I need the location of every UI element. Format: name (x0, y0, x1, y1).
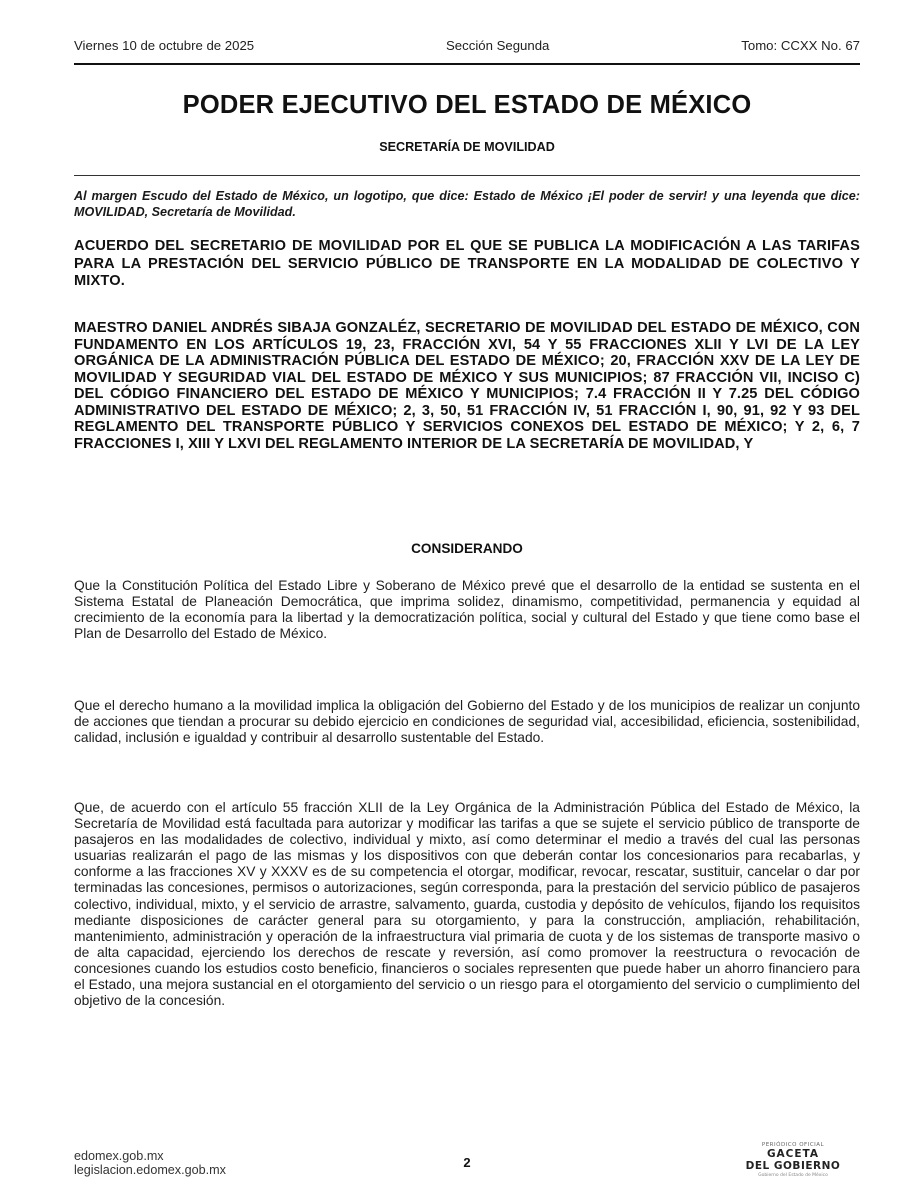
preamble-text: MAESTRO DANIEL ANDRÉS SIBAJA GONZALÉZ, SECRETARIO DE MOVILIDAD DEL ESTADO DE MÉXICO, CON FUNDAMENTO EN LOS ARTÍCULOS 19, 23, FRACCIÓN XVI, 54 Y 55 FRACCIONES XLII Y LVI DE LA LEY ORGÁNICA DE LA ADMINISTRACIÓN PÚBLICA DEL ESTADO DE MÉXICO; 20, FRACCIÓN XXV DE LA LEY DE MOVILIDAD Y SEGURIDAD VIAL DEL ESTADO DE MÉXICO Y SUS MUNICIPIOS; 87 FRACCIÓN VII, INCISO C) DEL CÓDIGO FINANCIERO DEL ESTADO DE MÉXICO Y MUNICIPIOS; 7.4 FRACCIÓN II Y 7.25 DEL CÓDIGO ADMINISTRATIVO DEL ESTADO DE MÉXICO; 2, 3, 50, 51 FRACCIÓN IV, 51 FRACCIÓN I, 90, 91, 92 Y 93 DEL REGLAMENTO DEL TRANSPORTE PÚBLICO Y SERVICIOS CONEXOS DEL ESTADO DE MÉXICO; Y 2, 6, 7 FRACCIONES I, XIII Y LXVI DEL REGLAMENTO INTERIOR DE LA SECRETARÍA DE MOVILIDAD, Y (74, 320, 860, 452)
considerando-paragraph: Que el derecho humano a la movilidad implica la obligación del Gobierno del Estado y de los municipios de realizar un conjunto de acciones que tiendan a procurar su debido ejercicio en condiciones de seguridad vial, accesibilidad, eficiencia, sostenibilidad, calidad, inclusión e igualdad y contribuir al desarrollo sustentable del Estado. (74, 698, 860, 746)
gazette-logo (738, 1142, 848, 1178)
header-divider (74, 63, 860, 65)
agreement-heading: ACUERDO DEL SECRETARIO DE MOVILIDAD POR EL QUE SE PUBLICA LA MODIFICACIÓN A LAS TARIFAS PARA LA PRESTACIÓN DEL SERVICIO PÚBLICO DE TRANSPORTE EN LA MODALIDAD DE COLECTIVO Y MIXTO. (74, 238, 860, 289)
page-subtitle: SECRETARÍA DE MOVILIDAD (379, 140, 555, 154)
logo-tiny-text: Gobierno del Estado de México (758, 1173, 828, 1178)
logo-line1: GACETA (766, 1148, 820, 1160)
margin-note: Al margen Escudo del Estado de México, un logotipo, que dice: Estado de México ¡El poder de servir! y una leyenda que dice: MOVILIDAD, Secretaría de Movilidad. (74, 189, 860, 219)
header-volume: Tomo: CCXX No. 67 (741, 38, 860, 53)
considerando-paragraph: Que, de acuerdo con el artículo 55 fracción XLII de la Ley Orgánica de la Administración Pública del Estado de México, la Secretaría de Movilidad está facultada para autorizar y modificar las tarifas a que se sujete el servicio público de transporte de pasajeros en las modalidades de colectivo, individual y mixto, así como determinar el medio a través del cual las personas usuarias realizarán el pago de las mismas y los dispositivos con que deberán contar los concesionarios para recabarlas, y conforme a las fracciones XV y XXXV es de su competencia el otorgar, modificar, revocar, rescatar, sustituir, cancelar o dar por terminadas las concesiones, permisos o autorizaciones, según corresponda, para la prestación del servicio público de pasajeros colectivo, individual, mixto, y el servicio de arrastre, salvamento, guarda, custodia y depósito de vehículos, fijando los requisitos mediante disposiciones de carácter general para su otorgamiento, y para la construcción, ampliación, rehabilitación, mantenimiento, administración y operación de la infraestructura vial primaria de cuota y de los sistemas de transporte masivo o de alta capacidad, ejerciendo los derechos de rescate y reversión, así como promover la reestructura o revocación de concesiones cuando los estudios costo beneficio, financieros o sociales representen que puede haber un ahorro financiero para el Estado, una mejora sustancial en el otorgamiento del servicio o un riesgo para el otorgamiento del servicio o cumplimiento del objetivo de la concesión. (74, 800, 860, 1009)
footer-link-edomex[interactable]: edomex.gob.mx (74, 1149, 164, 1163)
page-header (74, 38, 860, 53)
title-divider (74, 175, 860, 176)
page-title: PODER EJECUTIVO DEL ESTADO DE MÉXICO (182, 91, 752, 119)
considerando-paragraph: Que la Constitución Política del Estado Libre y Soberano de México prevé que el desarrollo de la entidad se sustenta en el Sistema Estatal de Planeación Democrática, que imprima solidez, dinamismo, competitividad, permanencia y equidad al crecimiento de la economía para la libertad y la democratización política, social y cultural del Estado y que tiene como base el Plan de Desarrollo del Estado de México. (74, 578, 860, 642)
logo-line2: DEL GOBIERNO (745, 1160, 841, 1172)
considerando-heading: CONSIDERANDO (411, 541, 523, 556)
page-number: 2 (463, 1155, 471, 1170)
logo-small-text: PERIÓDICO OFICIAL (761, 1142, 825, 1148)
header-section: Sección Segunda (446, 38, 550, 53)
footer-link-legislacion[interactable]: legislacion.edomex.gob.mx (74, 1163, 226, 1177)
header-date: Viernes 10 de octubre de 2025 (74, 38, 255, 53)
